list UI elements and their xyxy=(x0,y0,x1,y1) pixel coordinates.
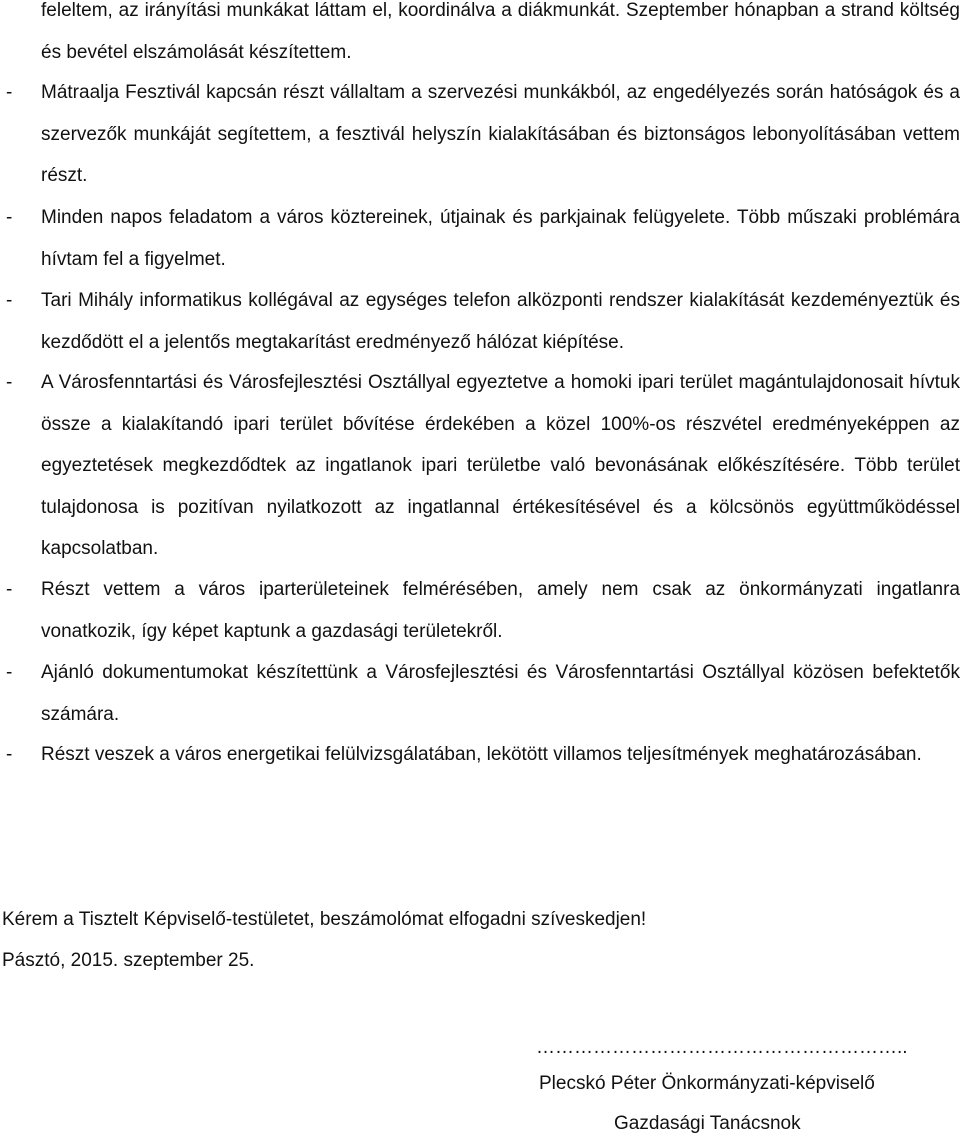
list-item-text: Mátraalja Fesztivál kapcsán részt vállaltam a szervezési munkákból, az engedélyezés során hatóságok és a szervezők munkáját segítettem, a fesztivál helyszín kialakításában és biztonságos lebonyolításában vettem részt. xyxy=(41,82,960,186)
list-item-text: Részt veszek a város energetikai felülvizsgálatában, lekötött villamos teljesítmények meghatározásában. xyxy=(41,744,922,765)
bullet-dash: - xyxy=(6,207,13,228)
continuation-paragraph: feleltem, az irányítási munkákat láttam el, koordinálva a diákmunkát. Szeptember hónapban a strand költség és bevétel elszámolását készítettem. xyxy=(41,0,960,63)
list-item-text: A Városfenntartási és Városfejlesztési Osztállyal egyeztetve a homoki ipari terület magántulajdonosait hívtuk össze a kialakítandó ipari terület bővítése érdekében a közel 100%-os részvétel eredményeképpen az egyeztetések megkezdődtek az ingatlanok ipari területbe való bevonásának előkészítésére. Több terület tulajdonosa is pozitívan nyilatkozott az ingatlannal értékesítésével és a kölcsönös együttműködéssel kapcsolatban. xyxy=(41,372,960,559)
bullet-dash: - xyxy=(6,662,13,683)
signature-line: ………………………………………………….. xyxy=(536,1037,908,1058)
bullet-dash: - xyxy=(6,579,13,600)
bullet-dash: - xyxy=(6,82,13,103)
closing-request: Kérem a Tisztelt Képviselő-testületet, beszámolómat elfogadni szíveskedjen! xyxy=(2,909,647,930)
list-item-text: Ajánló dokumentumokat készítettünk a Városfejlesztési és Városfenntartási Osztállyal közösen befektetők számára. xyxy=(41,662,960,725)
list-item-text: Minden napos feladatom a város köztereinek, útjainak és parkjainak felügyelete. Több műszaki problémára hívtam fel a figyelmet. xyxy=(41,207,960,270)
bullet-dash: - xyxy=(6,744,13,765)
list-item-text: Részt vettem a város iparterületeinek felmérésében, amely nem csak az önkormányzati ingatlanra vonatkozik, így képet kaptunk a gazdasági területekről. xyxy=(41,579,960,642)
list-item-text: Tari Mihály informatikus kollégával az egységes telefon alközponti rendszer kialakítását kezdeményeztük és kezdődött el a jelentős megtakarítást eredményező hálózat kiépítése. xyxy=(41,290,960,353)
place-date: Pásztó, 2015. szeptember 25. xyxy=(2,950,255,971)
signatory-name: Plecskó Péter Önkormányzati-képviselő xyxy=(539,1073,875,1094)
signatory-title: Gazdasági Tanácsnok xyxy=(614,1113,801,1134)
bullet-dash: - xyxy=(6,372,13,393)
bullet-dash: - xyxy=(6,290,13,311)
